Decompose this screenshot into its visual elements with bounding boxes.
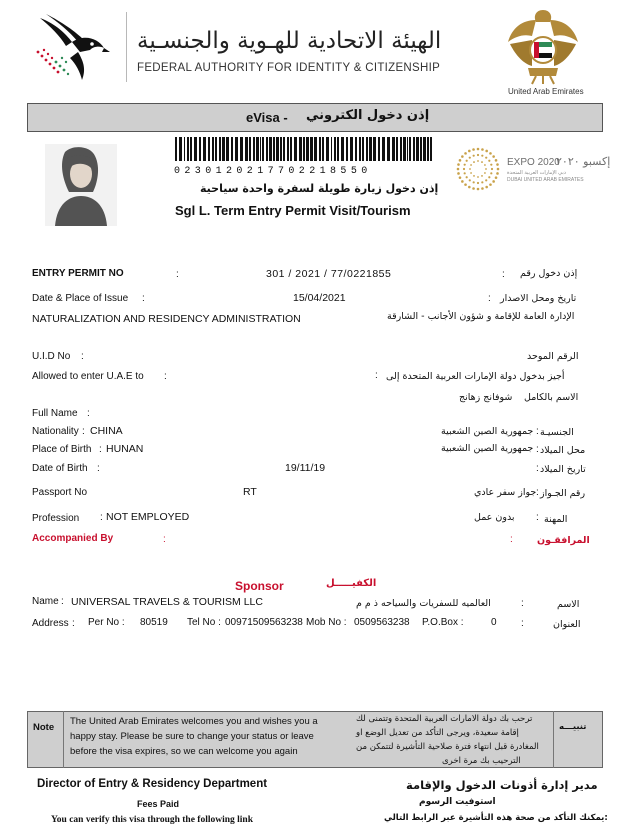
visa-type-english: Sgl L. Term Entry Permit Visit/Tourism bbox=[175, 203, 411, 218]
header-divider bbox=[126, 12, 127, 82]
note-line-arabic: المغادرة قبل انتهاء فترة صلاحية التأشيرة لتتمكن من bbox=[356, 742, 539, 752]
sponsor-title-arabic: الكفيـــــل bbox=[326, 578, 377, 589]
colon: : bbox=[521, 598, 524, 609]
colon: : bbox=[536, 426, 539, 437]
sponsor-name-value: UNIVERSAL TRAVELS & TOURISM LLC bbox=[71, 596, 263, 608]
colon: : bbox=[72, 618, 75, 629]
evisa-label-arabic: إذن دخول الكتروني bbox=[306, 108, 430, 123]
note-divider bbox=[63, 711, 64, 768]
birth-date-label-arabic: تاريخ الميلاد bbox=[540, 464, 586, 475]
colon: : bbox=[521, 618, 524, 629]
profession-value-arabic: بدون عمل bbox=[474, 512, 515, 523]
colon: : bbox=[488, 293, 491, 304]
note-label-arabic: تنبيـــه bbox=[559, 722, 587, 732]
colon: : bbox=[100, 512, 103, 523]
passport-type-arabic: جواز سفر عادي bbox=[474, 487, 537, 498]
colon: : bbox=[142, 293, 145, 304]
note-line-arabic: إقامة سعيدة، ويرجى التأكد من تعديل الوضع او bbox=[356, 728, 519, 738]
verify-text: You can verify this visa through the following link bbox=[51, 815, 253, 825]
pobox-value: 0 bbox=[491, 617, 497, 628]
note-line: happy stay. Please be sure to change your status or leave bbox=[70, 731, 314, 742]
profession-value: NOT EMPLOYED bbox=[106, 511, 190, 523]
expo-subtitle-arabic: دبي الإمارات العربية المتحدة bbox=[507, 170, 566, 176]
barcode-number: 0230120217702218550 bbox=[174, 166, 372, 177]
colon: : bbox=[87, 408, 90, 419]
sponsor-name-label-arabic: الاسم bbox=[557, 599, 580, 610]
profession-label-arabic: المهنة bbox=[544, 514, 568, 525]
entry-permit-value: 301 / 2021 / 77/0221855 bbox=[266, 268, 392, 280]
tel-label: Tel No : bbox=[187, 617, 221, 628]
allowed-label-arabic: أجيز بدخول دولة الإمارات العربية المتحدة إلى bbox=[386, 371, 565, 382]
mob-label: Mob No : bbox=[306, 617, 347, 628]
pobox-label: P.O.Box : bbox=[422, 617, 464, 628]
authority-name-english: FEDERAL AUTHORITY FOR IDENTITY & CITIZENSHIP bbox=[137, 62, 441, 74]
birth-place-label-arabic: محل الميلاد bbox=[540, 445, 586, 456]
colon: : bbox=[536, 487, 539, 498]
emblem-caption: United Arab Emirates bbox=[508, 87, 584, 96]
visa-barcode bbox=[175, 137, 435, 161]
nationality-value-arabic: جمهورية الصين الشعبية bbox=[441, 426, 534, 437]
issue-date-value: 15/04/2021 bbox=[293, 292, 346, 304]
birth-place-value-arabic: جمهورية الصين الشعبية bbox=[441, 443, 534, 454]
sponsor-name-arabic: العالميه للسفريات والسياحه ذ م م bbox=[356, 598, 491, 609]
note-line-arabic: الترحيب بك مرة اخرى bbox=[442, 756, 521, 766]
director-title-arabic: مدير إدارة أذونات الدخول والإقامة bbox=[406, 778, 598, 792]
birth-place-value: HUNAN bbox=[106, 443, 144, 455]
full-name-label-arabic: الاسم بالكامل bbox=[524, 392, 579, 403]
issuing-authority: NATURALIZATION AND RESIDENCY ADMINISTRATION bbox=[32, 313, 301, 325]
birth-date-value: 19/11/19 bbox=[285, 462, 326, 474]
colon: : bbox=[510, 534, 513, 545]
colon: : bbox=[536, 512, 539, 523]
issue-label: Date & Place of Issue bbox=[32, 293, 129, 304]
nationality-label: Nationality bbox=[32, 426, 79, 437]
colon: : bbox=[536, 463, 539, 474]
fees-paid-arabic: استوفيت الرسوم bbox=[419, 797, 496, 807]
falcon-logo-icon bbox=[32, 12, 110, 86]
note-line: before the visa expires, so we can welcome you again bbox=[70, 746, 298, 757]
colon: : bbox=[502, 269, 505, 280]
note-label: Note bbox=[33, 722, 55, 733]
colon: : bbox=[536, 444, 539, 455]
per-no-value: 80519 bbox=[140, 617, 168, 628]
nationality-value: CHINA bbox=[90, 425, 123, 437]
address-label-arabic: العنوان bbox=[553, 619, 581, 630]
entry-permit-label: ENTRY PERMIT NO bbox=[32, 268, 124, 279]
colon: : bbox=[81, 351, 84, 362]
expo-title: EXPO 2020 bbox=[507, 157, 560, 168]
director-title: Director of Entry & Residency Department bbox=[37, 778, 268, 790]
tel-value: 00971509563238 bbox=[225, 617, 303, 628]
fees-paid: Fees Paid bbox=[137, 799, 180, 809]
holder-photo bbox=[45, 144, 117, 226]
colon: : bbox=[97, 463, 100, 474]
colon: : bbox=[164, 371, 167, 382]
colon: : bbox=[375, 370, 378, 381]
sponsor-name-label: Name bbox=[32, 596, 59, 607]
allowed-label: Allowed to enter U.A.E to bbox=[32, 371, 144, 382]
passport-label-arabic: رقم الجـواز bbox=[540, 488, 586, 499]
sponsor-title: Sponsor bbox=[235, 579, 284, 593]
note-line-arabic: ترحب بك دولة الامارات العربية المتحدة وتتمنى لك bbox=[356, 714, 533, 724]
nationality-label-arabic: الجنسيـة bbox=[540, 427, 574, 438]
passport-value: RT bbox=[243, 486, 257, 498]
accompanied-label-arabic: المرافقـون bbox=[537, 535, 590, 546]
accompanied-label: Accompanied By bbox=[32, 533, 114, 544]
profession-label: Profession bbox=[32, 513, 80, 524]
colon: : bbox=[82, 426, 85, 437]
colon: : bbox=[176, 269, 179, 280]
colon: : bbox=[163, 534, 166, 545]
expo-2020-logo-icon bbox=[455, 146, 501, 192]
full-name-label: Full Name bbox=[32, 408, 78, 419]
birth-place-label: Place of Birth bbox=[32, 444, 92, 455]
authority-name-arabic: الهيئة الاتحادية للهـوية والجنسـية bbox=[137, 28, 442, 54]
colon: : bbox=[99, 444, 102, 455]
entry-permit-label-arabic: إذن دخول رقم bbox=[520, 268, 578, 279]
note-line: The United Arab Emirates welcomes you and wishes you a bbox=[70, 716, 318, 727]
mob-value: 0509563238 bbox=[354, 617, 410, 628]
expo-subtitle: DUBAI UNITED ARAB EMIRATES bbox=[507, 177, 584, 183]
verify-text-arabic: يمكنك التأكد من صحة هذه التأشيرة عبر الرابط التالي: bbox=[384, 813, 608, 823]
evisa-label: eVisa - bbox=[246, 110, 288, 125]
passport-label: Passport No bbox=[32, 487, 88, 498]
uid-label: U.I.D No bbox=[32, 351, 71, 362]
uae-emblem-icon bbox=[506, 6, 580, 86]
issuing-authority-arabic: الإدارة العامة للإقامة و شؤون الأجانب - الشارقة bbox=[387, 311, 575, 322]
visa-type-arabic: إذن دخول زيارة طويلة لسفرة واحدة سياحية bbox=[200, 182, 439, 195]
uid-label-arabic: الرقم الموحد bbox=[527, 351, 579, 362]
colon: : bbox=[61, 596, 64, 607]
per-no-label: Per No : bbox=[88, 617, 125, 628]
birth-date-label: Date of Birth bbox=[32, 463, 88, 474]
full-name-value-arabic: شوفانج زهانج bbox=[459, 392, 513, 403]
expo-title-arabic: إكسبو ٢٠٢٠ bbox=[556, 155, 611, 168]
note-divider bbox=[553, 711, 554, 768]
address-label: Address bbox=[32, 618, 69, 629]
issue-label-arabic: تاريخ ومحل الاصدار bbox=[500, 293, 577, 304]
